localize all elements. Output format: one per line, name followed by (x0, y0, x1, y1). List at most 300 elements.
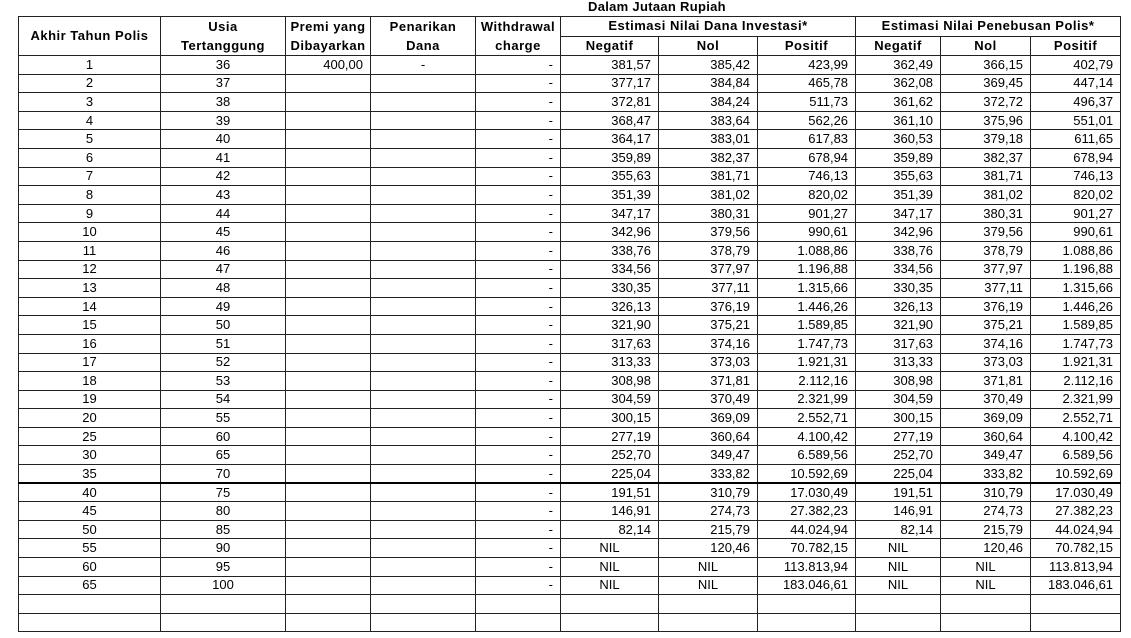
header-surrender-zero: Nol (941, 36, 1031, 56)
cell-insured-age: 55 (161, 409, 286, 428)
cell-investment-zero: 377,11 (659, 279, 758, 298)
cell-fund-withdrawal (371, 539, 476, 558)
cell-surrender-negative: 338,76 (856, 241, 941, 260)
cell-surrender-negative: NIL (856, 558, 941, 577)
cell-premium-paid (286, 186, 371, 205)
cell-investment-negative: NIL (561, 558, 659, 577)
table-row (19, 576, 1121, 595)
cell-premium-paid (286, 148, 371, 167)
cell-policy-year: 55 (19, 539, 161, 558)
cell-premium-paid (286, 520, 371, 539)
cell-fund-withdrawal (371, 483, 476, 502)
cell-withdrawal-charge: - (476, 483, 561, 502)
cell-surrender-negative: 361,62 (856, 93, 941, 112)
cell-withdrawal-charge: - (476, 260, 561, 279)
cell-withdrawal-charge: - (476, 465, 561, 484)
currency-unit-caption: Dalam Jutaan Rupiah (588, 0, 726, 14)
cell-surrender-zero: 376,19 (941, 297, 1031, 316)
cell-withdrawal-charge: - (476, 427, 561, 446)
cell-investment-negative: 347,17 (561, 204, 659, 223)
cell-investment-zero: 382,37 (659, 148, 758, 167)
cell-policy-year: 40 (19, 483, 161, 502)
cell-surrender-negative: 362,08 (856, 74, 941, 93)
header-investment-value-group: Estimasi Nilai Dana Investasi* (561, 17, 856, 37)
cell-investment-negative: 355,63 (561, 167, 659, 186)
empty-cell (941, 595, 1031, 614)
cell-fund-withdrawal (371, 502, 476, 521)
table-row (19, 483, 1121, 502)
empty-cell (19, 595, 161, 614)
cell-surrender-negative: 342,96 (856, 223, 941, 242)
cell-surrender-zero: 377,11 (941, 279, 1031, 298)
header-insured-age (161, 17, 286, 56)
cell-premium-paid (286, 483, 371, 502)
cell-investment-positive: 901,27 (758, 204, 856, 223)
cell-premium-paid (286, 204, 371, 223)
cell-investment-zero: 274,73 (659, 502, 758, 521)
cell-withdrawal-charge: - (476, 93, 561, 112)
cell-investment-positive: 4.100,42 (758, 427, 856, 446)
cell-surrender-zero: 382,37 (941, 148, 1031, 167)
cell-policy-year: 8 (19, 186, 161, 205)
empty-cell (371, 595, 476, 614)
cell-insured-age: 39 (161, 111, 286, 130)
header-premium-paid (286, 17, 371, 56)
cell-premium-paid (286, 279, 371, 298)
cell-investment-positive: 617,83 (758, 130, 856, 149)
cell-fund-withdrawal: - (371, 56, 476, 75)
cell-fund-withdrawal (371, 390, 476, 409)
cell-surrender-zero: 375,96 (941, 111, 1031, 130)
empty-cell (561, 595, 659, 614)
table-row (19, 427, 1121, 446)
table-row (19, 353, 1121, 372)
cell-surrender-negative: 277,19 (856, 427, 941, 446)
cell-investment-zero: 384,24 (659, 93, 758, 112)
cell-surrender-positive: 1.315,66 (1031, 279, 1121, 298)
cell-withdrawal-charge: - (476, 241, 561, 260)
cell-surrender-zero: 120,46 (941, 539, 1031, 558)
cell-policy-year: 7 (19, 167, 161, 186)
cell-surrender-positive: 44.024,94 (1031, 520, 1121, 539)
cell-surrender-positive: 2.112,16 (1031, 372, 1121, 391)
table-row (19, 223, 1121, 242)
cell-fund-withdrawal (371, 279, 476, 298)
table-row (19, 111, 1121, 130)
cell-policy-year: 6 (19, 148, 161, 167)
cell-surrender-positive: 17.030,49 (1031, 483, 1121, 502)
empty-cell (561, 613, 659, 632)
cell-investment-negative: 277,19 (561, 427, 659, 446)
cell-investment-positive: 746,13 (758, 167, 856, 186)
cell-premium-paid (286, 539, 371, 558)
cell-premium-paid (286, 74, 371, 93)
cell-premium-paid (286, 111, 371, 130)
cell-surrender-negative: 308,98 (856, 372, 941, 391)
cell-surrender-negative: 347,17 (856, 204, 941, 223)
cell-investment-zero: 373,03 (659, 353, 758, 372)
cell-fund-withdrawal (371, 372, 476, 391)
cell-premium-paid (286, 167, 371, 186)
empty-cell (941, 613, 1031, 632)
cell-surrender-positive: 1.747,73 (1031, 334, 1121, 353)
cell-policy-year: 15 (19, 316, 161, 335)
cell-surrender-negative: 359,89 (856, 148, 941, 167)
cell-investment-positive: 1.088,86 (758, 241, 856, 260)
cell-withdrawal-charge: - (476, 520, 561, 539)
cell-surrender-positive: 820,02 (1031, 186, 1121, 205)
cell-investment-positive: 27.382,23 (758, 502, 856, 521)
cell-fund-withdrawal (371, 520, 476, 539)
cell-surrender-negative: 334,56 (856, 260, 941, 279)
empty-cell (476, 595, 561, 614)
cell-fund-withdrawal (371, 204, 476, 223)
table-row (19, 130, 1121, 149)
cell-surrender-positive: 678,94 (1031, 148, 1121, 167)
cell-withdrawal-charge: - (476, 186, 561, 205)
cell-surrender-positive: 1.589,85 (1031, 316, 1121, 335)
cell-investment-positive: 465,78 (758, 74, 856, 93)
cell-investment-zero: 369,09 (659, 409, 758, 428)
cell-surrender-positive: 2.552,71 (1031, 409, 1121, 428)
cell-surrender-zero: 375,21 (941, 316, 1031, 335)
cell-policy-year: 1 (19, 56, 161, 75)
table-row (19, 148, 1121, 167)
cell-investment-negative: 368,47 (561, 111, 659, 130)
cell-investment-positive: 678,94 (758, 148, 856, 167)
empty-cell (856, 595, 941, 614)
cell-surrender-positive: 6.589,56 (1031, 446, 1121, 465)
empty-row (19, 595, 1121, 614)
cell-surrender-positive: 70.782,15 (1031, 539, 1121, 558)
cell-investment-positive: 2.321,99 (758, 390, 856, 409)
header-fund-withdrawal-line2: Dana (406, 38, 440, 53)
cell-policy-year: 25 (19, 427, 161, 446)
cell-policy-year: 13 (19, 279, 161, 298)
cell-premium-paid (286, 241, 371, 260)
cell-withdrawal-charge: - (476, 502, 561, 521)
cell-surrender-positive: 183.046,61 (1031, 576, 1121, 595)
cell-investment-positive: 1.315,66 (758, 279, 856, 298)
policy-projection-table (18, 16, 1121, 632)
header-insured-age-line2: Tertanggung (181, 38, 265, 53)
cell-investment-positive: 1.921,31 (758, 353, 856, 372)
cell-investment-positive: 511,73 (758, 93, 856, 112)
empty-cell (19, 613, 161, 632)
cell-insured-age: 41 (161, 148, 286, 167)
empty-cell (758, 613, 856, 632)
cell-premium-paid (286, 427, 371, 446)
cell-fund-withdrawal (371, 241, 476, 260)
header-premium-paid-line2: Dibayarkan (290, 38, 366, 53)
cell-policy-year: 35 (19, 465, 161, 484)
cell-investment-negative: 342,96 (561, 223, 659, 242)
cell-investment-zero: NIL (659, 576, 758, 595)
cell-surrender-negative: 351,39 (856, 186, 941, 205)
cell-investment-positive: 820,02 (758, 186, 856, 205)
cell-insured-age: 90 (161, 539, 286, 558)
cell-investment-negative: 82,14 (561, 520, 659, 539)
cell-investment-negative: 225,04 (561, 465, 659, 484)
header-fund-withdrawal (371, 17, 476, 56)
cell-investment-zero: 310,79 (659, 483, 758, 502)
table-row (19, 409, 1121, 428)
cell-policy-year: 4 (19, 111, 161, 130)
cell-withdrawal-charge: - (476, 279, 561, 298)
table-row (19, 297, 1121, 316)
cell-surrender-positive: 2.321,99 (1031, 390, 1121, 409)
cell-surrender-zero: 215,79 (941, 520, 1031, 539)
cell-investment-negative: 330,35 (561, 279, 659, 298)
cell-insured-age: 54 (161, 390, 286, 409)
cell-surrender-negative: 330,35 (856, 279, 941, 298)
cell-investment-positive: 1.446,26 (758, 297, 856, 316)
cell-withdrawal-charge: - (476, 297, 561, 316)
header-row-top (19, 17, 1121, 37)
cell-premium-paid (286, 372, 371, 391)
header-premium-paid-line1: Premi yang (290, 19, 366, 34)
cell-investment-negative: 377,17 (561, 74, 659, 93)
table-row (19, 204, 1121, 223)
header-investment-zero: Nol (659, 36, 758, 56)
cell-investment-negative: 317,63 (561, 334, 659, 353)
table-empty-rows (19, 595, 1121, 632)
cell-policy-year: 17 (19, 353, 161, 372)
empty-cell (758, 595, 856, 614)
cell-insured-age: 51 (161, 334, 286, 353)
cell-investment-positive: 1.747,73 (758, 334, 856, 353)
cell-investment-negative: NIL (561, 576, 659, 595)
cell-investment-zero: 384,84 (659, 74, 758, 93)
cell-surrender-negative: 191,51 (856, 483, 941, 502)
cell-insured-age: 49 (161, 297, 286, 316)
cell-surrender-negative: 82,14 (856, 520, 941, 539)
cell-insured-age: 44 (161, 204, 286, 223)
header-investment-negative: Negatif (561, 36, 659, 56)
header-investment-positive: Positif (758, 36, 856, 56)
cell-policy-year: 14 (19, 297, 161, 316)
cell-investment-zero: 378,79 (659, 241, 758, 260)
table-row (19, 316, 1121, 335)
cell-withdrawal-charge: - (476, 334, 561, 353)
empty-cell (371, 613, 476, 632)
cell-investment-zero: 379,56 (659, 223, 758, 242)
cell-surrender-positive: 746,13 (1031, 167, 1121, 186)
table-row (19, 372, 1121, 391)
empty-cell (286, 613, 371, 632)
cell-investment-positive: 70.782,15 (758, 539, 856, 558)
cell-surrender-negative: 362,49 (856, 56, 941, 75)
cell-investment-negative: 304,59 (561, 390, 659, 409)
cell-fund-withdrawal (371, 576, 476, 595)
cell-surrender-zero: 274,73 (941, 502, 1031, 521)
cell-surrender-zero: 372,72 (941, 93, 1031, 112)
cell-withdrawal-charge: - (476, 148, 561, 167)
empty-cell (161, 595, 286, 614)
cell-premium-paid (286, 297, 371, 316)
cell-surrender-positive: 496,37 (1031, 93, 1121, 112)
cell-investment-negative: 372,81 (561, 93, 659, 112)
cell-premium-paid (286, 223, 371, 242)
cell-withdrawal-charge: - (476, 167, 561, 186)
cell-surrender-zero: NIL (941, 576, 1031, 595)
cell-investment-negative: 364,17 (561, 130, 659, 149)
cell-insured-age: 45 (161, 223, 286, 242)
cell-insured-age: 37 (161, 74, 286, 93)
cell-investment-zero: 120,46 (659, 539, 758, 558)
cell-surrender-negative: 321,90 (856, 316, 941, 335)
cell-fund-withdrawal (371, 316, 476, 335)
cell-premium-paid (286, 465, 371, 484)
header-surrender-value-group: Estimasi Nilai Penebusan Polis* (856, 17, 1121, 37)
cell-fund-withdrawal (371, 334, 476, 353)
cell-surrender-zero: 360,64 (941, 427, 1031, 446)
cell-investment-zero: 383,64 (659, 111, 758, 130)
cell-surrender-negative: 252,70 (856, 446, 941, 465)
cell-investment-positive: 1.589,85 (758, 316, 856, 335)
cell-withdrawal-charge: - (476, 558, 561, 577)
cell-fund-withdrawal (371, 465, 476, 484)
cell-investment-zero: 385,42 (659, 56, 758, 75)
cell-investment-negative: 252,70 (561, 446, 659, 465)
table-row (19, 279, 1121, 298)
cell-investment-zero: 215,79 (659, 520, 758, 539)
cell-withdrawal-charge: - (476, 390, 561, 409)
cell-premium-paid (286, 502, 371, 521)
cell-fund-withdrawal (371, 223, 476, 242)
cell-fund-withdrawal (371, 167, 476, 186)
table-row (19, 465, 1121, 484)
cell-insured-age: 42 (161, 167, 286, 186)
table-row (19, 520, 1121, 539)
cell-policy-year: 10 (19, 223, 161, 242)
cell-surrender-zero: 371,81 (941, 372, 1031, 391)
cell-investment-zero: 375,21 (659, 316, 758, 335)
table-row (19, 186, 1121, 205)
cell-insured-age: 75 (161, 483, 286, 502)
cell-insured-age: 95 (161, 558, 286, 577)
cell-insured-age: 46 (161, 241, 286, 260)
empty-cell (659, 613, 758, 632)
cell-investment-negative: 308,98 (561, 372, 659, 391)
cell-surrender-positive: 1.446,26 (1031, 297, 1121, 316)
cell-fund-withdrawal (371, 74, 476, 93)
header-fund-withdrawal-line1: Penarikan (389, 19, 457, 34)
cell-investment-positive: 44.024,94 (758, 520, 856, 539)
cell-investment-positive: 990,61 (758, 223, 856, 242)
cell-policy-year: 18 (19, 372, 161, 391)
cell-surrender-zero: 369,45 (941, 74, 1031, 93)
cell-policy-year: 16 (19, 334, 161, 353)
cell-investment-negative: 300,15 (561, 409, 659, 428)
cell-investment-positive: 10.592,69 (758, 465, 856, 484)
cell-policy-year: 65 (19, 576, 161, 595)
empty-cell (1031, 613, 1121, 632)
cell-investment-positive: 2.112,16 (758, 372, 856, 391)
cell-premium-paid (286, 334, 371, 353)
cell-investment-positive: 17.030,49 (758, 483, 856, 502)
cell-surrender-zero: 369,09 (941, 409, 1031, 428)
cell-surrender-zero: 349,47 (941, 446, 1031, 465)
cell-insured-age: 50 (161, 316, 286, 335)
cell-surrender-negative: 355,63 (856, 167, 941, 186)
cell-insured-age: 53 (161, 372, 286, 391)
cell-investment-positive: 562,26 (758, 111, 856, 130)
cell-premium-paid (286, 390, 371, 409)
cell-surrender-negative: 317,63 (856, 334, 941, 353)
cell-investment-zero: 374,16 (659, 334, 758, 353)
cell-withdrawal-charge: - (476, 353, 561, 372)
header-policy-year: Akhir Tahun Polis (19, 17, 161, 56)
table-row (19, 241, 1121, 260)
table-header (19, 17, 1121, 56)
cell-investment-negative: 146,91 (561, 502, 659, 521)
cell-insured-age: 36 (161, 56, 286, 75)
cell-surrender-zero: 381,71 (941, 167, 1031, 186)
cell-withdrawal-charge: - (476, 56, 561, 75)
cell-investment-positive: 423,99 (758, 56, 856, 75)
cell-fund-withdrawal (371, 260, 476, 279)
cell-withdrawal-charge: - (476, 409, 561, 428)
cell-premium-paid: 400,00 (286, 56, 371, 75)
cell-surrender-positive: 1.196,88 (1031, 260, 1121, 279)
cell-policy-year: 45 (19, 502, 161, 521)
cell-investment-negative: 359,89 (561, 148, 659, 167)
cell-policy-year: 5 (19, 130, 161, 149)
cell-insured-age: 65 (161, 446, 286, 465)
cell-premium-paid (286, 316, 371, 335)
cell-surrender-positive: 551,01 (1031, 111, 1121, 130)
cell-surrender-zero: NIL (941, 558, 1031, 577)
cell-investment-zero: 383,01 (659, 130, 758, 149)
empty-cell (286, 595, 371, 614)
cell-investment-positive: 183.046,61 (758, 576, 856, 595)
cell-fund-withdrawal (371, 427, 476, 446)
cell-premium-paid (286, 353, 371, 372)
cell-insured-age: 43 (161, 186, 286, 205)
cell-investment-zero: 381,02 (659, 186, 758, 205)
cell-investment-positive: 2.552,71 (758, 409, 856, 428)
cell-surrender-zero: 333,82 (941, 465, 1031, 484)
cell-surrender-positive: 1.921,31 (1031, 353, 1121, 372)
cell-withdrawal-charge: - (476, 372, 561, 391)
cell-investment-zero: 376,19 (659, 297, 758, 316)
cell-insured-age: 38 (161, 93, 286, 112)
table-row (19, 539, 1121, 558)
cell-surrender-positive: 901,27 (1031, 204, 1121, 223)
cell-surrender-zero: 381,02 (941, 186, 1031, 205)
table-row (19, 93, 1121, 112)
cell-insured-age: 47 (161, 260, 286, 279)
header-withdrawal-charge-line2: charge (495, 38, 541, 53)
cell-fund-withdrawal (371, 558, 476, 577)
cell-fund-withdrawal (371, 130, 476, 149)
cell-policy-year: 50 (19, 520, 161, 539)
cell-withdrawal-charge: - (476, 204, 561, 223)
empty-cell (856, 613, 941, 632)
table-row (19, 390, 1121, 409)
cell-withdrawal-charge: - (476, 223, 561, 242)
cell-fund-withdrawal (371, 186, 476, 205)
cell-investment-positive: 1.196,88 (758, 260, 856, 279)
cell-insured-age: 100 (161, 576, 286, 595)
cell-surrender-negative: 313,33 (856, 353, 941, 372)
cell-premium-paid (286, 558, 371, 577)
cell-surrender-positive: 1.088,86 (1031, 241, 1121, 260)
cell-insured-age: 40 (161, 130, 286, 149)
cell-surrender-positive: 447,14 (1031, 74, 1121, 93)
cell-insured-age: 80 (161, 502, 286, 521)
